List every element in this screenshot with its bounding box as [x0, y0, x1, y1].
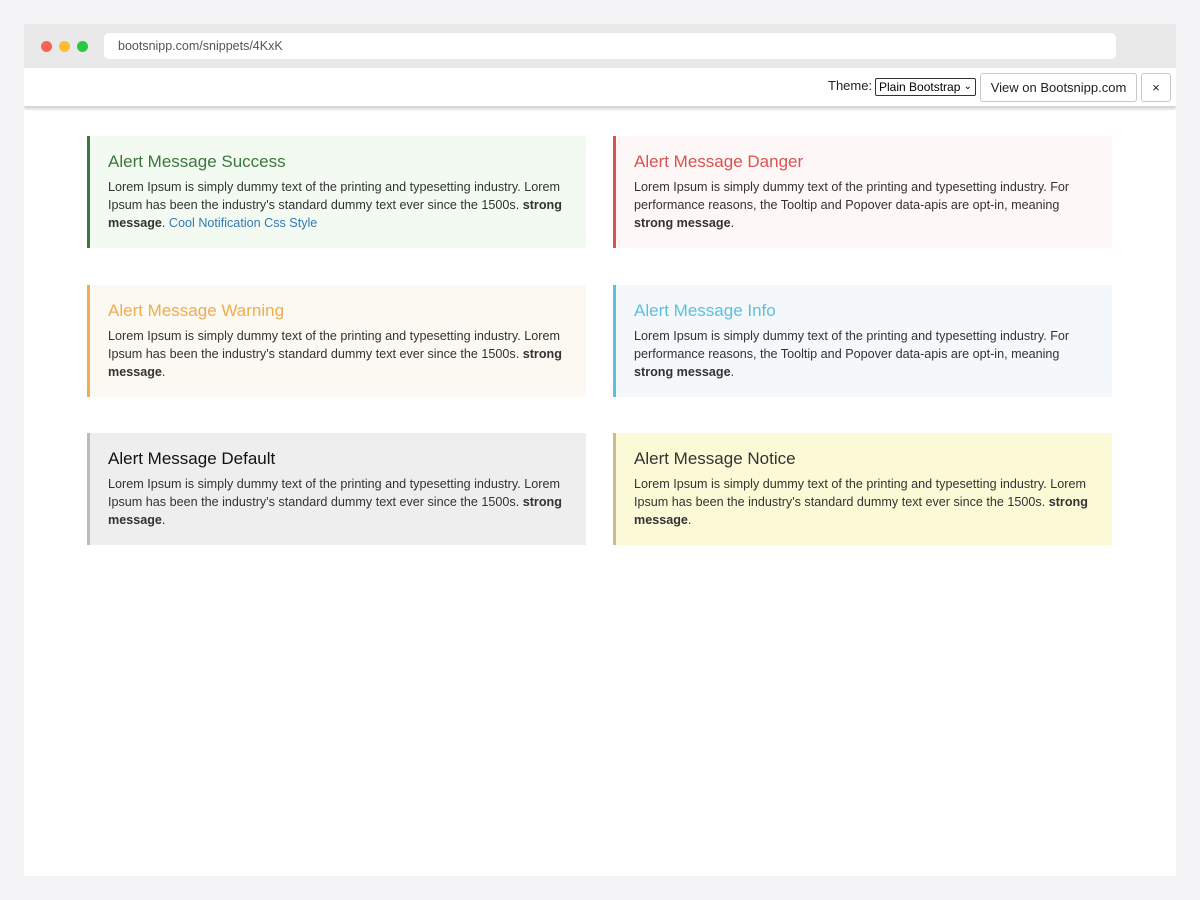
- alert-title: Alert Message Default: [108, 449, 276, 468]
- alert-title: Alert Message Success: [108, 152, 286, 171]
- alert-strong-text: strong message: [634, 495, 1088, 527]
- alert-title: Alert Message Notice: [634, 449, 796, 468]
- alert-title: Alert Message Warning: [108, 301, 285, 320]
- alert-body: [108, 475, 570, 529]
- alert-text: Lorem Ipsum is simply dummy text of the printing and typesetting industry. Lorem Ipsum has been the industry's standard dummy text ever since the 1500s.: [108, 180, 560, 212]
- chevron-down-icon: ⌄: [963, 81, 972, 92]
- alert-text: Lorem Ipsum is simply dummy text of the printing and typesetting industry. Lorem Ipsum has been the industry's standard dummy text ever since the 1500s.: [108, 329, 560, 361]
- alert-strong-text: strong message: [108, 347, 562, 379]
- alert-punctuation: .: [730, 365, 735, 379]
- view-on-bootsnipp-button[interactable]: View on Bootsnipp.com: [980, 73, 1137, 102]
- browser-window: [24, 24, 1176, 876]
- alert-body: [634, 178, 1096, 232]
- browser-chrome: [24, 24, 1176, 68]
- close-button[interactable]: ×: [1141, 73, 1171, 102]
- alert-punctuation: .: [161, 216, 166, 230]
- alert-punctuation: .: [161, 365, 166, 379]
- theme-label: Theme:: [828, 78, 873, 93]
- alert-punctuation: .: [687, 513, 692, 527]
- alert-strong-text: strong message: [108, 495, 562, 527]
- address-bar[interactable]: bootsnipp.com/snippets/4KxK: [104, 33, 1116, 59]
- alert-danger: [613, 136, 1112, 248]
- alert-punctuation: .: [730, 216, 735, 230]
- theme-select[interactable]: [875, 78, 976, 96]
- alert-warning: [87, 285, 586, 397]
- alert-text: Lorem Ipsum is simply dummy text of the printing and typesetting industry. For performance reasons, the Tooltip and Popover data-apis are opt-in, meaning: [634, 329, 1070, 361]
- alert-strong-text: strong message: [634, 365, 731, 379]
- maximize-window-dot[interactable]: [77, 41, 88, 52]
- alert-strong-text: strong message: [634, 216, 731, 230]
- minimize-window-dot[interactable]: [59, 41, 70, 52]
- alert-strong-text: strong message: [108, 198, 562, 230]
- alert-punctuation: .: [161, 513, 166, 527]
- alert-notice: [613, 433, 1112, 545]
- alert-body: [108, 178, 570, 232]
- alert-text: Lorem Ipsum is simply dummy text of the printing and typesetting industry. For performance reasons, the Tooltip and Popover data-apis are opt-in, meaning: [634, 180, 1070, 212]
- alert-link[interactable]: Cool Notification Css Style: [168, 216, 318, 230]
- alert-info: [613, 285, 1112, 397]
- alert-body: [634, 327, 1096, 381]
- theme-select-value: Plain Bootstrap: [879, 80, 961, 94]
- alert-title: Alert Message Danger: [634, 152, 804, 171]
- snippet-toolbar: [24, 68, 1176, 107]
- alert-text: Lorem Ipsum is simply dummy text of the printing and typesetting industry. Lorem Ipsum has been the industry's standard dummy text ever since the 1500s.: [634, 477, 1086, 509]
- close-window-dot[interactable]: [41, 41, 52, 52]
- alert-default: [87, 433, 586, 545]
- alert-body: [108, 327, 570, 381]
- alert-title: Alert Message Info: [634, 301, 776, 320]
- alert-body: [634, 475, 1096, 529]
- alert-success: [87, 136, 586, 248]
- alert-text: Lorem Ipsum is simply dummy text of the printing and typesetting industry. Lorem Ipsum has been the industry's standard dummy text ever since the 1500s.: [108, 477, 560, 509]
